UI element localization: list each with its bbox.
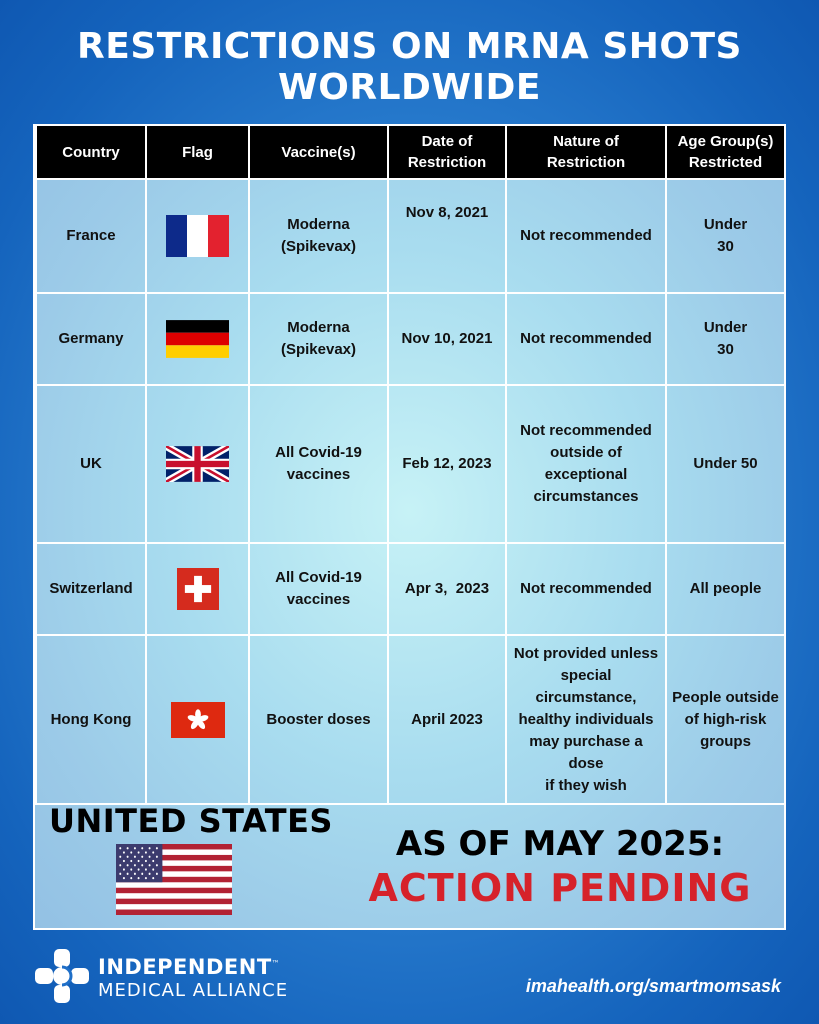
website-link[interactable]: imahealth.org/smartmomsask — [525, 976, 781, 996]
title-line-2: WORLDWIDE — [278, 67, 541, 108]
brand-name-line-1: INDEPENDENT™ — [98, 955, 281, 979]
uk-flag-icon — [166, 446, 229, 482]
title-line-1: RESTRICTIONS ON MRNA SHOTS — [77, 26, 742, 67]
nature-cell: Not recommended — [506, 543, 666, 635]
restrictions-table — [35, 126, 786, 805]
flag-cell — [146, 543, 249, 635]
header-nature: Nature of Restriction — [506, 126, 666, 179]
action-pending-text: ACTION PENDING — [368, 866, 752, 910]
flag-cell — [146, 293, 249, 385]
age-cell: Under 50 — [666, 385, 785, 543]
age-cell: People outside of high-risk groups — [666, 635, 785, 804]
table-row — [36, 385, 785, 543]
date-cell: Nov 10, 2021 — [388, 293, 506, 385]
age-cell: All people — [666, 543, 785, 635]
brand-name-line-2: MEDICAL ALLIANCE — [98, 980, 289, 1001]
nature-cell: Not recommended — [506, 179, 666, 293]
country-cell: UK — [36, 385, 146, 543]
table-row — [36, 179, 785, 293]
country-cell: Hong Kong — [36, 635, 146, 804]
country-cell: Switzerland — [36, 543, 146, 635]
vaccine-cell: All Covid-19 vaccines — [249, 543, 388, 635]
date-cell: April 2023 — [388, 635, 506, 804]
header-date: Date of Restriction — [388, 126, 506, 179]
header-age-groups: Age Group(s) Restricted — [666, 126, 785, 179]
header-vaccines: Vaccine(s) — [249, 126, 388, 179]
table-row — [36, 635, 785, 804]
date-cell: Nov 8, 2021 — [388, 179, 506, 293]
france-flag-icon — [166, 215, 229, 257]
vaccine-cell: Booster doses — [249, 635, 388, 804]
age-cell: Under 30 — [666, 179, 785, 293]
vaccine-cell: Moderna (Spikevax) — [249, 179, 388, 293]
country-cell: France — [36, 179, 146, 293]
nature-cell: Not recommended — [506, 293, 666, 385]
table-row — [36, 293, 785, 385]
header-country: Country — [36, 126, 146, 179]
nature-cell: Not recommended outside of exceptional circumstances — [506, 385, 666, 543]
date-cell: Apr 3, 2023 — [388, 543, 506, 635]
trademark-symbol: ™ — [271, 959, 281, 968]
restrictions-table-container — [33, 124, 786, 930]
table-header-row — [36, 126, 785, 179]
hong-kong-flag-icon — [171, 702, 225, 738]
page-title — [0, 26, 819, 108]
as-of-date-text: AS OF MAY 2025: — [395, 824, 725, 864]
ima-logo-icon — [32, 946, 92, 1006]
vaccine-cell: All Covid-19 vaccines — [249, 385, 388, 543]
flag-cell — [146, 179, 249, 293]
age-cell: Under 30 — [666, 293, 785, 385]
country-cell: Germany — [36, 293, 146, 385]
us-flag-icon — [116, 844, 232, 915]
us-label: UNITED STATES — [49, 802, 333, 840]
germany-flag-icon — [166, 320, 229, 358]
table-row — [36, 543, 785, 635]
nature-cell: Not provided unless special circumstance, healthy individuals may purchase a dose if they wish — [506, 635, 666, 804]
flag-cell — [146, 385, 249, 543]
flag-cell — [146, 635, 249, 804]
switzerland-flag-icon — [177, 568, 219, 610]
vaccine-cell: Moderna (Spikevax) — [249, 293, 388, 385]
header-flag: Flag — [146, 126, 249, 179]
united-states-section — [35, 792, 784, 928]
date-cell: Feb 12, 2023 — [388, 385, 506, 543]
